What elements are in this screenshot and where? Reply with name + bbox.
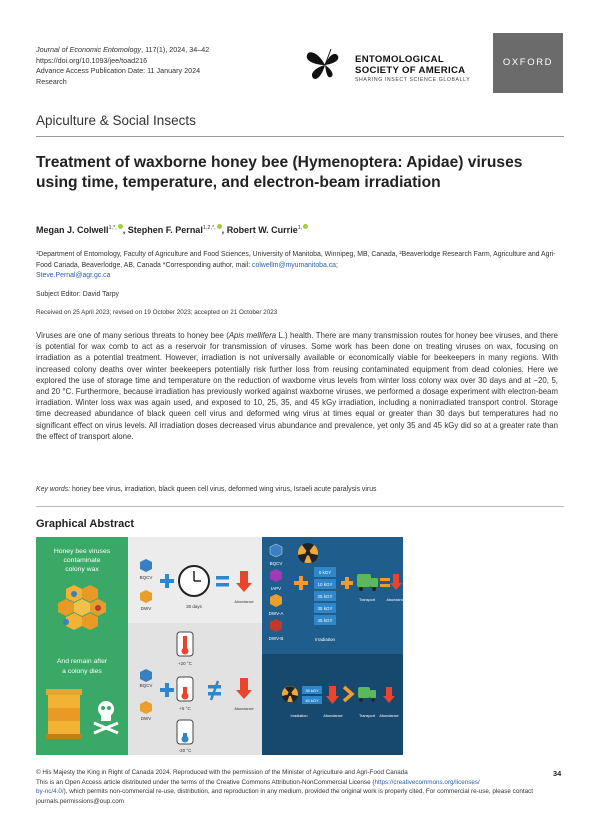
transport-label: Transport [358, 714, 376, 718]
irradiation-result-panel [262, 654, 403, 755]
journal-header [36, 45, 209, 87]
virus-icon [270, 544, 282, 557]
virus-label: DWV-B [268, 636, 284, 641]
abstract [36, 330, 558, 442]
temp-label: +5 °C [179, 706, 191, 711]
graphical-abstract-heading: Graphical Abstract [36, 518, 135, 530]
time-label: 30 days [186, 604, 202, 609]
clock-icon [179, 566, 209, 596]
abundance-label: Abundance [379, 714, 399, 718]
virus-label: DWV [140, 716, 152, 721]
subject-editor: Subject Editor: David Tarpy [36, 291, 119, 298]
divider [36, 136, 564, 137]
author-name[interactable]: Robert W. Currie [226, 225, 298, 235]
temp-label: -20 °C [178, 748, 192, 753]
ga-left-bottom-line: And remain after [56, 658, 108, 665]
section-heading: Apiculture & Social Insects [36, 113, 196, 128]
license-link[interactable]: by-nc/4.0/ [36, 788, 64, 796]
abundance-label: Abundance [234, 707, 254, 711]
esa-tagline: SHARING INSECT SCIENCE GLOBALLY [355, 77, 471, 83]
author-name[interactable]: Stephen F. Pernal [127, 225, 203, 235]
keywords-label: Key words: [36, 486, 71, 493]
received-dates: Received on 25 April 2023; revised on 19 October 2023; accepted on 21 October 2023 [36, 309, 278, 316]
affiliations [36, 250, 556, 282]
dose-label: 45 kGY [317, 618, 333, 623]
license-text: This is an Open Access article distributed under the terms of the Creative Commons Attribution-NonCommercial License ( [36, 778, 375, 786]
virus-label: BQCV [139, 575, 153, 580]
radiation-icon [298, 543, 318, 563]
radiation-icon [282, 686, 298, 702]
beehive-icon [46, 689, 82, 739]
dose-label: 10 kGY [317, 582, 333, 587]
butterfly-icon [305, 47, 345, 83]
virus-label: IAPV [270, 586, 282, 591]
thermometer-icon [177, 677, 193, 701]
virus-label: DWV [140, 606, 152, 611]
abstract-text: Viruses are one of many serious threats to honey bee ( [36, 331, 229, 340]
dose-label: 0 kGY [318, 570, 332, 575]
abundance-label: Abundance [386, 598, 406, 602]
esa-logo [305, 47, 485, 83]
virus-label: DWV-A [268, 611, 284, 616]
journal-doi[interactable]: https://doi.org/10.1093/jee/toad216 [36, 55, 148, 65]
ga-left-top-line: colony wax [65, 566, 99, 573]
orcid-icon[interactable] [303, 224, 308, 229]
dose-label: 35 kGY [305, 688, 319, 693]
keywords [36, 486, 558, 493]
journal-name: Journal of Economic Entomology [36, 45, 142, 54]
virus-label: BQCV [269, 561, 283, 566]
oxford-logo: OXFORD [493, 33, 563, 93]
orcid-icon[interactable] [118, 224, 123, 229]
irradiation-label: Irradiation [314, 637, 336, 642]
email-link[interactable]: Steve.Pernal@agr.gc.ca [36, 272, 111, 279]
dose-label: 35 kGY [317, 606, 333, 611]
esa-name-line1: ENTOMOLOGICAL [355, 54, 444, 65]
journal-citation: , 117(1), 2024, 34–42 [141, 45, 210, 54]
virus-label: BQCV [139, 683, 153, 688]
transport-label: Transport [358, 598, 376, 602]
license-text: ), which permits non-commercial re-use, distribution, and reproduction in any medium, provided the original work is properly cited. For commercial re-use, please contact journals.permissions@oup.com [36, 788, 533, 805]
esa-name-line2: SOCIETY OF AMERICA [355, 64, 466, 76]
article-type: Research [36, 76, 67, 86]
keywords-text: honey bee virus, irradiation, black queen cell virus, deformed wing virus, Israeli acute paralysis virus [70, 486, 377, 493]
ga-left-bottom-line: a colony dies [62, 668, 102, 675]
author-name[interactable]: Megan J. Colwell [36, 225, 109, 235]
species-name: Apis mellifera [228, 331, 277, 340]
author-sup: 1, [297, 225, 303, 231]
author-sup: 1,*, [108, 225, 117, 231]
abundance-label: Abundance [323, 714, 343, 718]
dose-label: 45 kGY [305, 698, 319, 703]
copyright-line: © His Majesty the King in Right of Canada 2024. Reproduced with the permission of the Minister of Agriculture and Agri-Food Canada [36, 769, 408, 776]
irradiation-label: Irradiation [290, 714, 308, 718]
thermometer-icon [177, 720, 193, 744]
divider [36, 506, 564, 507]
ga-left-top-line: Honey bee viruses [53, 548, 111, 555]
graphical-abstract-figure [36, 537, 406, 755]
abundance-label: Abundance [234, 600, 254, 604]
abstract-text: L.) health. There are many transmission routes for honey bee viruses, and there is potential for wax comb to act as a reservoir for transmission of viruses. Some work has been done on treating viruses on wax, focusing on irradiation as a potential treatment. However, irradiation is not universally available or economically viable for beekeepers in many regions. With increased colony deaths over winter beekeepers potentially risk further loss from reusing contaminated equipment from dead colonies. Here we explored the use of storage time and temperature on the reduction of waxborne virus levels from winter loss colony wax over 30 days and at −20, 5, and 20 °C. Furthermore, because irradiation has previously worked against waxborne viruses, we performed a dosage experiment with electron-beam irradiation. Winter loss wax was again used, and exposed to 10, 25, 35, and 45 kGy irradiation, including a nonirradiated transport control. Storage time decreased abundance of black queen cell virus and deformed wing virus at times equal or greater than 30 days but temperatures had no significant effect on virus levels. All irradiation doses decreased virus abundance and prevalence, yet only 35 and 45 kGy did so at a greater rate than the effect of transport alone. [36, 331, 559, 441]
author-list: Megan J. Colwell$^{1,*,}$ , Stephen F. Pernal$^{1,2,*,}$ , Robert W. Currie$^{1,}$ [36, 224, 308, 235]
dose-label: 25 kGY [317, 594, 333, 599]
orcid-icon[interactable] [217, 224, 222, 229]
page-number: 34 [553, 769, 562, 778]
email-link[interactable]: colwellm@myumanitoba.ca [252, 261, 337, 269]
author-sup: 1,2,*, [202, 225, 216, 231]
affiliation-sep: ; [336, 261, 338, 269]
footer [36, 768, 541, 806]
access-date: Advance Access Publication Date: 11 January 2024 [36, 66, 201, 75]
thermometer-icon [177, 632, 193, 656]
temp-label: +20 °C [178, 661, 192, 666]
ga-left-top-line: contaminate [63, 557, 101, 564]
license-link[interactable]: https://creativecommons.org/licenses/ [374, 778, 480, 786]
affiliation-text: ¹Department of Entomology, Faculty of Agriculture and Food Sciences, University of Manitoba, Winnipeg, MB, Canada, ²Beaverlodge Research Farm, Agriculture and Agri-Food Canada, Beaverlodge, AB, Canada *Corresponding author, mail: [36, 251, 556, 269]
article-title: Treatment of waxborne honey bee (Hymenoptera: Apidae) viruses using time, temperature, and electron-beam irradiation [36, 154, 523, 191]
